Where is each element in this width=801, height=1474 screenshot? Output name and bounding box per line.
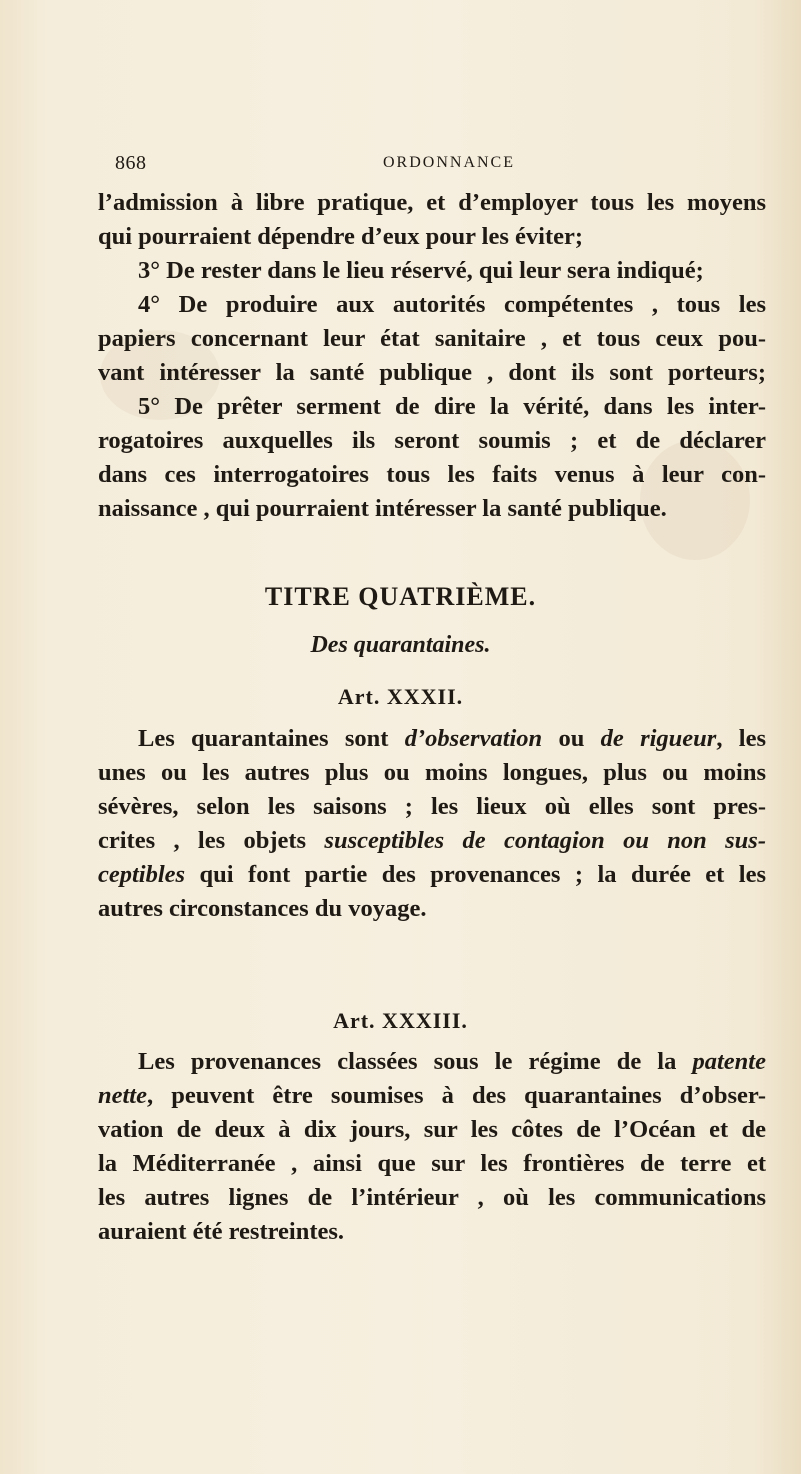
text-line: autres circonstances du voyage. [98,895,427,922]
text-line [98,1045,766,1079]
text-line: qui pourraient dépendre d’eux pour les éviter; [98,223,584,250]
paragraph-article-32 [98,722,766,926]
article-heading-33: Art. XXXIII. [333,1008,468,1033]
text-line: les autres lignes de l’intérieur , où les communications [98,1184,766,1211]
text-run: Les quarantaines sont [138,725,405,752]
page-number: 868 [115,152,147,174]
text-line: la Méditerranée , ainsi que sur les frontières de terre et [98,1150,766,1177]
text-run: , peuvent être soumises à des quarantaines d’obser- [147,1082,766,1109]
text-run: Les provenances classées sous le régime de la [138,1048,693,1075]
text-line [98,824,766,858]
text-line: 3° De rester dans le lieu réservé, qui leur sera indiqué; [138,257,704,284]
text-run-italic: nette [98,1082,147,1109]
text-line: dans ces interrogatoires tous les faits venus à leur con- [98,461,766,488]
text-line: 5° De prêter serment de dire la vérité, dans les inter- [138,393,766,420]
text-run: crites , les objets [98,827,325,854]
text-line: vation de deux à dix jours, sur les côtes de l’Océan et de [98,1116,766,1143]
text-line: naissance , qui pourraient intéresser la santé publique. [98,495,667,522]
text-line: l’admission à libre pratique, et d’employer tous les moyens [98,189,766,216]
text-run: ou [542,725,601,752]
paragraph-obligations [98,186,766,526]
running-title: ORDONNANCE [383,154,515,171]
text-line: vant intéresser la santé publique , dont ils sont porteurs; [98,359,766,386]
text-line: papiers concernant leur état sanitaire , et tous ceux pou- [98,325,766,352]
text-line [98,722,766,756]
text-line: 4° De produire aux autorités compétentes , tous les [138,291,766,318]
text-run: , les [716,725,766,752]
article-heading-32: Art. XXXII. [337,684,464,709]
text-run-italic: de rigueur [600,725,717,752]
text-run-italic: patente [692,1048,766,1075]
text-line: sévères, selon les saisons ; les lieux où elles sont pres- [98,793,766,820]
running-head [115,152,755,176]
text-line: auraient été restreintes. [98,1218,345,1245]
text-run-italic: ceptibles [98,861,186,888]
text-line: unes ou les autres plus ou moins longues, plus ou moins [98,759,766,786]
text-run: qui font partie des provenances ; la durée et les [185,861,766,888]
text-line: rogatoires auxquelles ils seront soumis ; et de déclarer [98,427,766,454]
text-line [98,858,766,892]
section-subtitle: Des quarantaines. [310,632,491,658]
text-run-italic: susceptibles de contagion ou non sus- [324,827,766,854]
text-line [98,1079,766,1113]
text-run-italic: d’observation [404,725,543,752]
section-title: TITRE QUATRIÈME. [264,582,537,611]
paragraph-article-33 [98,1045,766,1249]
